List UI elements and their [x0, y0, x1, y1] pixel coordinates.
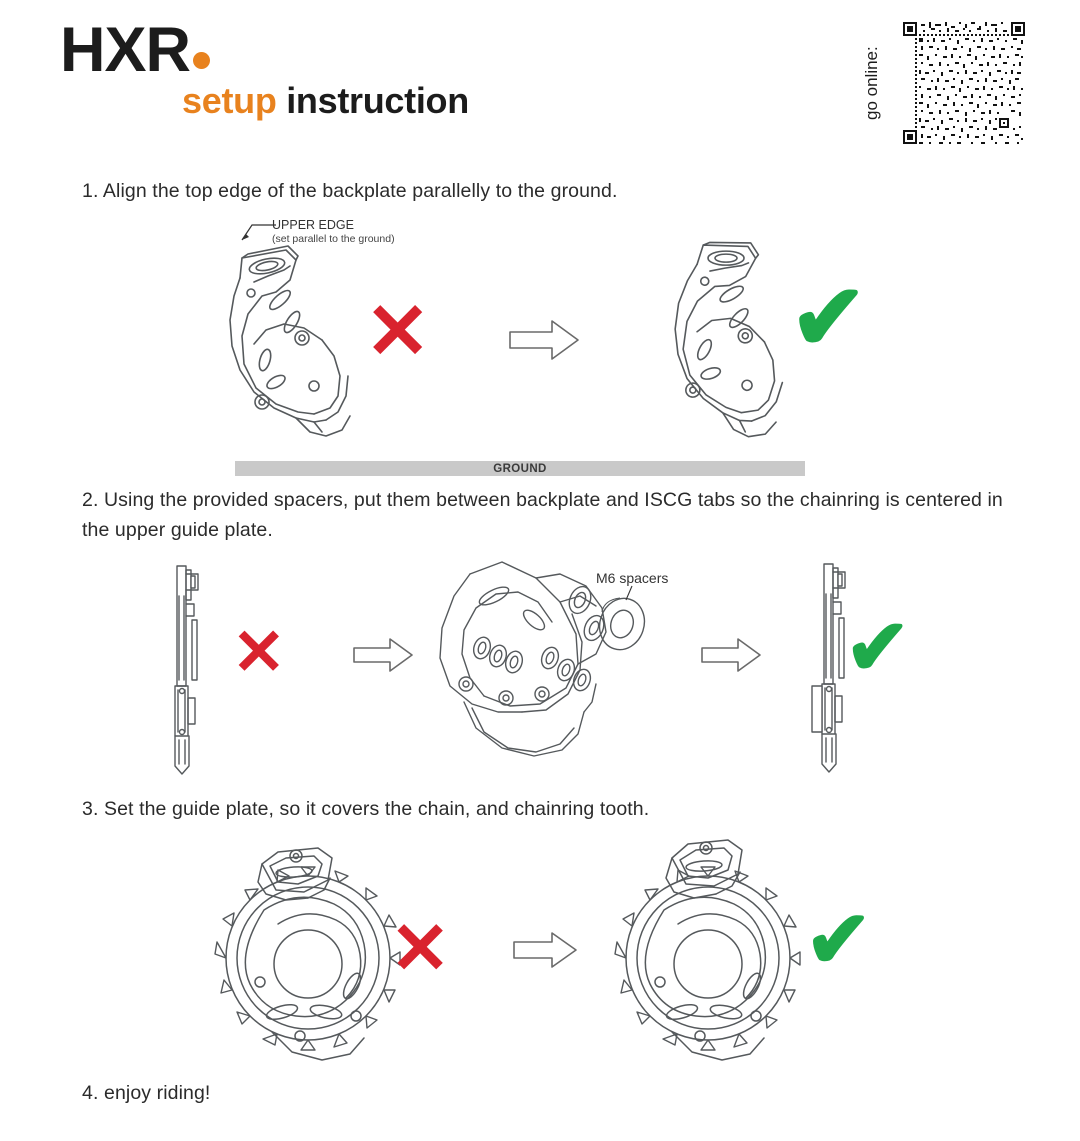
figure-step2-wrong	[165, 560, 235, 785]
step1-wrong-mark: ✕	[365, 287, 431, 375]
step3-correct-mark: ✔	[805, 895, 873, 984]
step-2-number: 2.	[82, 489, 99, 511]
m6-spacers-label: M6 spacers	[596, 570, 669, 586]
logo-wordmark: HXR	[60, 15, 191, 85]
step-1-body: Align the top edge of the backplate parallelly to the ground.	[102, 180, 618, 202]
step3-arrow-icon	[512, 930, 578, 970]
step1-correct-mark: ✔	[790, 267, 868, 369]
page-header	[0, 0, 1080, 150]
ground-label: GROUND	[493, 463, 547, 475]
logo-subtitle	[182, 80, 469, 122]
step-3-number: 3.	[82, 798, 99, 820]
step1-arrow-icon	[508, 318, 580, 362]
figure-step3-correct	[600, 836, 815, 1066]
step-4-body: enjoy riding!	[104, 1082, 211, 1104]
step-2-body: Using the provided spacers, put them between backplate and ISCG tabs so the chainring is centered in the upper guide plate.	[82, 489, 1003, 541]
logo-dot-icon	[193, 52, 210, 69]
figure-step3-wrong	[200, 836, 415, 1066]
step2-arrow-left-icon	[352, 636, 414, 674]
logo-subtitle-instruction: instruction	[276, 80, 469, 121]
qr-block	[860, 22, 1025, 144]
upper-edge-subtitle: (set parallel to the ground)	[272, 233, 395, 245]
upper-edge-title: UPPER EDGE	[272, 218, 354, 232]
step3-wrong-mark: ✕	[390, 909, 451, 989]
step2-wrong-mark: ✕	[232, 616, 286, 688]
step2-correct-mark: ✔	[845, 603, 911, 691]
figure-step2-assembly	[410, 552, 670, 782]
qr-code-icon[interactable]	[903, 22, 1025, 144]
step-1-text	[82, 176, 982, 206]
step2-arrow-right-icon	[700, 636, 762, 674]
brand-logo	[60, 15, 520, 128]
step-3-text	[82, 794, 982, 824]
logo-subtitle-setup: setup	[182, 80, 277, 121]
step-4-text	[82, 1078, 682, 1108]
step-4-number: 4.	[82, 1082, 99, 1104]
step-3-body: Set the guide plate, so it covers the chain, and chainring tooth.	[104, 798, 650, 820]
qr-label: go online:	[862, 46, 881, 120]
step-2-text	[82, 485, 1027, 545]
step-1-number: 1.	[82, 180, 99, 202]
